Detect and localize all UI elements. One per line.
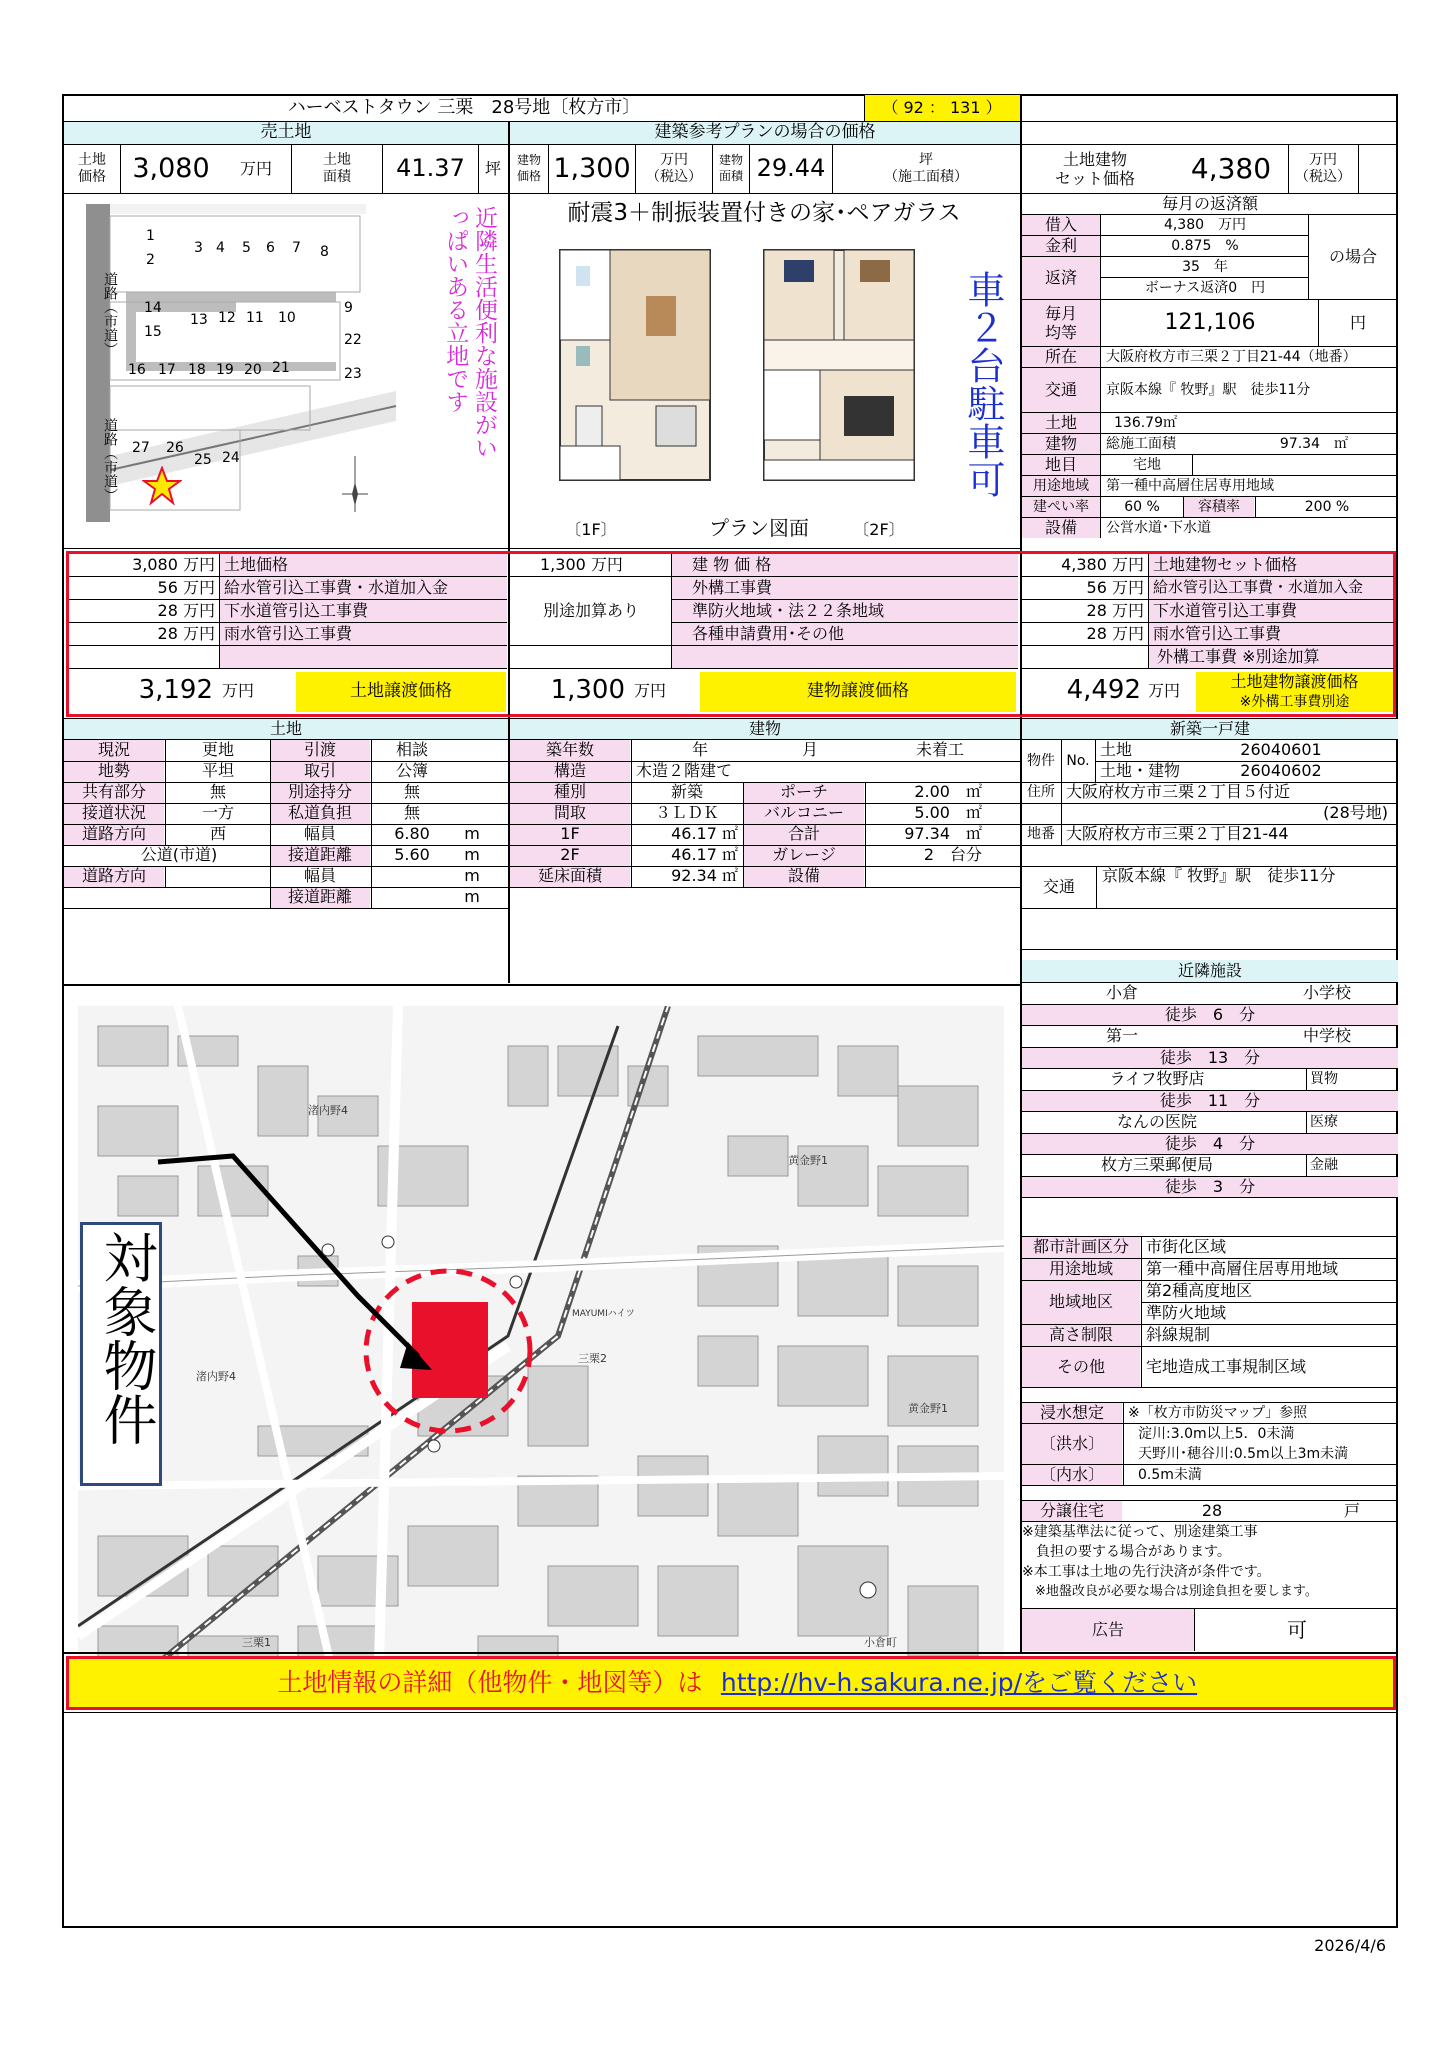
floor-1f-label: 〔1F〕 bbox=[565, 519, 617, 539]
rate-value: 0.875 % bbox=[1171, 237, 1239, 254]
type-label: 種別 bbox=[510, 782, 630, 803]
shido-label: 私道負担 bbox=[270, 803, 370, 824]
map-label: MAYUMIハイツ bbox=[572, 1309, 635, 1319]
f2-value: 46.17 ㎡ bbox=[671, 845, 738, 865]
land-total-value: 3,192 bbox=[138, 675, 213, 706]
flood-label: 浸水想定 bbox=[1022, 1403, 1122, 1423]
chiban-value: 大阪府枚方市三栗２丁目21-44 bbox=[1066, 824, 1289, 844]
bldg-cost-item: 建 物 価 格 bbox=[672, 554, 1018, 576]
note-line: ※本工事は土地の先行決済が条件です。 bbox=[1022, 1563, 1271, 1580]
nearby-walk: 徒歩 3 分 bbox=[1022, 1177, 1398, 1197]
plan-title: プラン図面 bbox=[709, 515, 809, 540]
land-cost-amount: 56 万円 bbox=[157, 577, 215, 597]
lot-label: 7 bbox=[292, 240, 301, 256]
land-area-unit: 坪 bbox=[484, 158, 501, 178]
road2-width-label: 幅員 bbox=[303, 866, 336, 886]
nh-traffic-value: 京阪本線『 牧野』駅 徒歩11分 bbox=[1102, 866, 1336, 886]
chiiki-value-2: 準防火地域 bbox=[1146, 1303, 1227, 1323]
lot-label: 27 bbox=[132, 440, 150, 456]
nearby-walk: 徒歩 6 分 bbox=[1022, 1005, 1398, 1025]
nearby-kind: 医療 bbox=[1310, 1114, 1338, 1131]
toshi-label: 都市計画区分 bbox=[1022, 1237, 1140, 1258]
torihiki-label: 取引 bbox=[270, 761, 370, 782]
map-label: 渚内野4 bbox=[196, 1370, 236, 1383]
other-label: その他 bbox=[1022, 1347, 1140, 1387]
set-cost-item: 土地建物セット価格 bbox=[1149, 554, 1393, 576]
set-price-label: 土地建物 セット価格 bbox=[1054, 149, 1135, 188]
set-price-unit: 万円 （税込） bbox=[1295, 152, 1351, 185]
bldg-total-value: 1,300 bbox=[550, 675, 625, 706]
set-total-unit: 万円 bbox=[1148, 680, 1181, 700]
shido-value: 無 bbox=[403, 803, 420, 823]
total-area-value: 97.34 ㎡ bbox=[904, 824, 982, 844]
term-value: 35 年 bbox=[1182, 258, 1228, 275]
plan-headline: 耐震3＋制振装置付きの家･ペアガラス bbox=[567, 199, 961, 226]
nearby-kind: 中学校 bbox=[1302, 1026, 1351, 1046]
lot-label: 17 bbox=[158, 362, 176, 378]
equip-label: 設備 bbox=[744, 866, 864, 887]
balcony-value: 5.00 ㎡ bbox=[914, 803, 982, 823]
lot-label: 25 bbox=[194, 452, 212, 468]
kozui-value-2: 天野川･穂谷川:0.5m以上3m未満 bbox=[1138, 1445, 1349, 1462]
genkyo-label: 現況 bbox=[64, 740, 164, 761]
naisui-label: 〔内水〕 bbox=[1022, 1465, 1122, 1485]
lot-label: 21 bbox=[272, 360, 290, 376]
chisei-label: 地勢 bbox=[64, 761, 164, 782]
traffic-value: 京阪本線『 牧野』駅 徒歩11分 bbox=[1106, 381, 1311, 398]
bldg-area-kind-r: 総施工面積 bbox=[1106, 435, 1176, 452]
floor-plan-1f bbox=[556, 246, 716, 486]
map-label: 渚内野4 bbox=[308, 1104, 348, 1117]
banner-prefix: 土地情報の詳細（他物件・地図等）は bbox=[277, 1667, 728, 1697]
nearby-walk: 徒歩 13 分 bbox=[1022, 1048, 1398, 1068]
genkyo-value: 更地 bbox=[201, 740, 234, 760]
torihiki-value: 公簿 bbox=[395, 761, 428, 781]
monthly-unit: 円 bbox=[1349, 312, 1366, 332]
garage-label: ガレージ bbox=[744, 845, 864, 866]
ad-value: 可 bbox=[1287, 1617, 1307, 1642]
kozui-label: 〔洪水〕 bbox=[1022, 1424, 1122, 1464]
set-cost-amount: 28 万円 bbox=[1086, 623, 1144, 643]
garage-value: 2 台分 bbox=[923, 845, 982, 865]
setsudo-label: 接道状況 bbox=[64, 803, 164, 824]
target-lot-star bbox=[142, 466, 182, 506]
set-no-label: 土地・建物 bbox=[1100, 761, 1181, 781]
bldg-total-unit: 万円 bbox=[634, 680, 667, 700]
lot-label: 2 bbox=[146, 252, 155, 268]
setsubi-value: 公営水道･下水道 bbox=[1106, 519, 1211, 536]
lot-label: 10 bbox=[278, 310, 296, 326]
footer-date: 2026/4/6 bbox=[1314, 1935, 1386, 1955]
lot-label: 13 bbox=[190, 312, 208, 328]
land-detail-header: 土地 bbox=[64, 719, 508, 739]
road1-length-value: 5.60 bbox=[394, 845, 430, 865]
address-value: 大阪府枚方市三栗２丁目21-44（地番） bbox=[1106, 348, 1357, 365]
road-label-upper: 道路（市道） bbox=[102, 272, 118, 356]
case-note: の場合 bbox=[1328, 246, 1377, 266]
bldg-cost-blank bbox=[672, 646, 1018, 668]
floor-area-label: 延床面積 bbox=[510, 866, 630, 887]
land-cost-item: 給水管引込工事費・水道加入金 bbox=[220, 577, 507, 599]
chimoku-label: 地目 bbox=[1022, 455, 1100, 475]
takasa-label: 高さ制限 bbox=[1022, 1325, 1140, 1346]
land-section-header: 売土地 bbox=[64, 122, 508, 144]
nh-traffic-label: 交通 bbox=[1042, 876, 1075, 896]
jusho-label: 住所 bbox=[1027, 784, 1055, 801]
map-label: 黄金野1 bbox=[788, 1154, 828, 1167]
bldg-cost-item: 準防火地域・法２２条地域 bbox=[672, 600, 1018, 622]
land-total-label: 土地譲渡価格 bbox=[296, 672, 506, 712]
road1-type: 公道(市道) bbox=[140, 845, 218, 865]
floor-area-value: 92.34 ㎡ bbox=[671, 866, 738, 886]
loan-label: 借入 bbox=[1022, 215, 1100, 235]
lot-label: 5 bbox=[242, 240, 251, 256]
bldg-area-value: 29.44 bbox=[756, 154, 826, 183]
map-label: 黄金野1 bbox=[908, 1402, 948, 1415]
map-label: 三栗2 bbox=[578, 1352, 607, 1365]
map-labels bbox=[78, 1006, 1004, 1696]
bldg-total-label: 建物譲渡価格 bbox=[700, 672, 1016, 712]
naisui-value: 0.5m未満 bbox=[1138, 1466, 1202, 1483]
land-area-label-r: 土地 bbox=[1022, 413, 1100, 433]
nearby-walk: 徒歩 11 分 bbox=[1022, 1091, 1398, 1111]
age-month: 月 bbox=[801, 740, 818, 760]
land-cost-item: 下水道管引込工事費 bbox=[220, 600, 507, 622]
kozui-value-1: 淀川:3.0m以上5．0未満 bbox=[1138, 1425, 1295, 1442]
set-total-label: 土地建物譲渡価格 bbox=[1230, 672, 1359, 691]
land-no-label: 土地 bbox=[1100, 740, 1133, 760]
bldg-cost-item: 外構工事費 bbox=[672, 577, 1018, 599]
floor-plan-2f bbox=[760, 246, 920, 486]
betto-label: 別途持分 bbox=[270, 782, 370, 803]
road2-length-label: 接道距離 bbox=[270, 887, 370, 908]
map-label: 三栗1 bbox=[242, 1636, 271, 1649]
other-value: 宅地造成工事規制区域 bbox=[1146, 1356, 1307, 1376]
bldg-area-unit: 坪 （施工面積） bbox=[884, 152, 968, 185]
bldg-area-label: 建物 面積 bbox=[718, 153, 743, 183]
kyoyu-value: 無 bbox=[209, 782, 226, 802]
property-title: ハーベストタウン 三栗 28号地〔枚方市〕 bbox=[287, 96, 641, 118]
monthly-label: 毎月 均等 bbox=[1022, 300, 1100, 346]
road2-width-unit: m bbox=[464, 866, 480, 886]
chisei-value: 平坦 bbox=[201, 761, 234, 781]
lot-label: 26 bbox=[166, 440, 184, 456]
kyoyu-label: 共有部分 bbox=[64, 782, 164, 803]
setsudo-value: 一方 bbox=[201, 803, 234, 823]
rate-label: 金利 bbox=[1022, 236, 1100, 256]
hikiwatashi-label: 引渡 bbox=[270, 740, 370, 761]
road1-length-label: 接道距離 bbox=[270, 845, 370, 866]
takasa-value: 斜線規制 bbox=[1146, 1325, 1211, 1345]
lot-label: 24 bbox=[222, 450, 240, 466]
bldg-area-label-r: 建物 bbox=[1022, 434, 1100, 454]
structure-label: 構造 bbox=[510, 761, 630, 782]
lot-label: 12 bbox=[218, 310, 236, 326]
banner-url-link[interactable]: http://hv-h.sakura.ne.jp/ bbox=[720, 1667, 1023, 1697]
bldg-cost-separate: 別途加算あり bbox=[542, 600, 639, 620]
road1-width-unit: m bbox=[464, 824, 480, 844]
land-cost-blank bbox=[220, 646, 507, 668]
land-cost-amount: 3,080 万円 bbox=[132, 554, 215, 574]
layout-value: ３ＬＤＫ bbox=[654, 803, 719, 823]
yoseki-label: 容積率 bbox=[1184, 497, 1254, 517]
bldg-price-label: 建物 価格 bbox=[516, 153, 541, 183]
bunjo-unit: 戸 bbox=[1343, 1501, 1360, 1520]
map-reference: （ 92 ： 131 ） bbox=[864, 95, 1020, 121]
road1-dir-value: 西 bbox=[209, 824, 226, 844]
toshi-value: 市街化区域 bbox=[1146, 1237, 1227, 1257]
bldg-detail-header: 建物 bbox=[510, 719, 1020, 739]
porch-value: 2.00 ㎡ bbox=[914, 782, 982, 802]
total-area-label: 合計 bbox=[744, 824, 864, 845]
age-year: 年 bbox=[691, 740, 708, 760]
bukken-label: 物件 bbox=[1027, 752, 1055, 769]
set-cost-item: 雨水管引込工事費 bbox=[1149, 623, 1393, 645]
land-cost-amount: 28 万円 bbox=[157, 623, 215, 643]
no-label: No. bbox=[1066, 752, 1090, 769]
chiban-label: 地番 bbox=[1027, 826, 1055, 843]
set-total-note: ※外構工事費別途 bbox=[1239, 693, 1350, 710]
road1-length-unit: m bbox=[464, 845, 480, 865]
website-banner-text bbox=[66, 1656, 1396, 1710]
set-cost-extra: 外構工事費 ※別途加算 bbox=[1149, 646, 1393, 668]
monthly-title: 毎月の返済額 bbox=[1161, 194, 1258, 213]
type-value: 新築 bbox=[670, 782, 703, 802]
north-arrow-icon bbox=[340, 454, 370, 514]
lot-label: 1 bbox=[146, 228, 155, 244]
land-price-unit: 万円 bbox=[239, 158, 272, 178]
nearby-name: なんの医院 bbox=[1116, 1112, 1197, 1132]
land-area-value: 41.37 bbox=[396, 154, 465, 183]
chiiki-value-1: 第2種高度地区 bbox=[1146, 1281, 1253, 1301]
bunjo-label: 分譲住宅 bbox=[1022, 1501, 1122, 1521]
road-label-lower: 道路（市道） bbox=[102, 418, 118, 502]
nearby-kind: 金融 bbox=[1310, 1157, 1338, 1174]
banner-suffix: をご覧ください bbox=[1022, 1667, 1198, 1697]
nearby-name: 小倉 bbox=[1105, 983, 1138, 1003]
set-price-value: 4,380 bbox=[1190, 151, 1272, 185]
f2-label: 2F bbox=[510, 845, 630, 866]
bldg-price-value: 1,300 bbox=[553, 153, 631, 185]
land-price-label: 土地 価格 bbox=[78, 152, 106, 185]
lot-label: 16 bbox=[128, 362, 146, 378]
new-house-header: 新築一戸建 bbox=[1022, 719, 1398, 739]
lot-label: 22 bbox=[344, 332, 362, 348]
nearby-kind: 小学校 bbox=[1302, 983, 1351, 1003]
location-note: 近隣生活便利な施設がいっぱいある立地です bbox=[442, 206, 497, 459]
f1-label: 1F bbox=[510, 824, 630, 845]
nearby-name: 枚方三栗郵便局 bbox=[1100, 1155, 1213, 1175]
floor-2f-label: 〔2F〕 bbox=[853, 519, 905, 539]
address-label: 所在 bbox=[1022, 347, 1100, 367]
set-cost-amount: 56 万円 bbox=[1086, 577, 1144, 597]
land-no-value: 26040601 bbox=[1240, 740, 1322, 760]
monthly-value: 121,106 bbox=[1164, 310, 1256, 336]
land-price-value: 3,080 bbox=[132, 153, 210, 185]
note-line: ※建築基準法に従って、別途建築工事 bbox=[1022, 1523, 1258, 1540]
porch-label: ポーチ bbox=[744, 782, 864, 803]
bldg-cost-item: 各種申請費用･その他 bbox=[672, 623, 1018, 645]
target-property-label: 対象物件 bbox=[95, 1230, 158, 1446]
set-cost-item: 給水管引込工事費・水道加入金 bbox=[1149, 577, 1393, 599]
traffic-label: 交通 bbox=[1022, 368, 1100, 412]
lot-label: 11 bbox=[246, 310, 264, 326]
construction-status: 未着工 bbox=[915, 740, 964, 760]
structure-value: 木造２階建て bbox=[636, 761, 733, 781]
kenpei-label: 建ぺい率 bbox=[1022, 497, 1100, 517]
bonus-value: ボーナス返済0 円 bbox=[1144, 279, 1266, 296]
lot-no: (28号地) bbox=[1323, 803, 1388, 823]
land-area-value-r: 136.79㎡ bbox=[1114, 414, 1177, 431]
plan-section-header: 建築参考プランの場合の価格 bbox=[510, 122, 1020, 144]
loan-value: 4,380 万円 bbox=[1163, 216, 1247, 233]
lot-label: 23 bbox=[344, 366, 362, 382]
balcony-label: バルコニー bbox=[744, 803, 864, 824]
lot-label: 14 bbox=[144, 300, 162, 316]
road2-length-unit: m bbox=[464, 887, 480, 907]
nearby-name: ライフ牧野店 bbox=[1109, 1069, 1205, 1089]
road1-dir-label: 道路方向 bbox=[64, 824, 164, 845]
lot-label: 4 bbox=[216, 240, 225, 256]
youto-value: 第一種中高層住居専用地域 bbox=[1146, 1259, 1339, 1279]
jusho-value: 大阪府枚方市三栗２丁目５付近 bbox=[1066, 782, 1291, 802]
betto-value: 無 bbox=[403, 782, 420, 802]
parking-note: 車２台駐車可 bbox=[961, 270, 1005, 498]
nearby-name: 第一 bbox=[1105, 1026, 1138, 1046]
lot-label: 8 bbox=[320, 244, 329, 260]
youto-label: 用途地域 bbox=[1022, 1259, 1140, 1280]
bldg-cost-amount: 1,300 万円 bbox=[540, 554, 623, 574]
lot-label: 9 bbox=[344, 300, 353, 316]
set-cost-amount: 4,380 万円 bbox=[1061, 554, 1144, 574]
set-total-value: 4,492 bbox=[1066, 675, 1141, 706]
lot-label: 3 bbox=[194, 240, 203, 256]
lot-label: 18 bbox=[188, 362, 206, 378]
land-area-label: 土地 面積 bbox=[323, 152, 351, 185]
chimoku-value: 宅地 bbox=[1133, 456, 1161, 473]
yoseki-value: 200 % bbox=[1304, 498, 1350, 515]
setsubi-label: 設備 bbox=[1022, 518, 1100, 538]
lot-label: 6 bbox=[266, 240, 275, 256]
note-line: 負担の要する場合があります。 bbox=[1022, 1543, 1231, 1560]
nearby-kind: 買物 bbox=[1310, 1071, 1338, 1088]
note-line: ※地盤改良が必要な場合は別途負担を要します。 bbox=[1022, 1583, 1318, 1599]
land-cost-item: 雨水管引込工事費 bbox=[220, 623, 507, 645]
hikiwatashi-value: 相談 bbox=[395, 740, 428, 760]
road1-width-label: 幅員 bbox=[303, 824, 336, 844]
land-total-unit: 万円 bbox=[222, 680, 255, 700]
nearby-walk: 徒歩 4 分 bbox=[1022, 1134, 1398, 1154]
set-cost-item: 下水道管引込工事費 bbox=[1149, 600, 1393, 622]
youto-label-r: 用途地域 bbox=[1022, 476, 1100, 496]
map-label: 小倉町 bbox=[864, 1636, 897, 1649]
bldg-area-value-r: 97.34 ㎡ bbox=[1279, 435, 1348, 452]
f1-value: 46.17 ㎡ bbox=[671, 824, 738, 844]
bunjo-value: 28 bbox=[1201, 1501, 1223, 1520]
lot-label: 15 bbox=[144, 324, 162, 340]
flood-ref: ※「枚方市防災マップ」参照 bbox=[1128, 1404, 1308, 1421]
set-no-value: 26040602 bbox=[1240, 761, 1322, 781]
youto-value-r: 第一種中高層住居専用地域 bbox=[1106, 477, 1274, 494]
set-cost-amount: 28 万円 bbox=[1086, 600, 1144, 620]
road2-dir-label: 道路方向 bbox=[64, 866, 164, 887]
lot-label: 20 bbox=[244, 362, 262, 378]
bldg-price-unit: 万円 （税込） bbox=[646, 152, 702, 185]
nearby-title: 近隣施設 bbox=[1022, 960, 1398, 982]
land-cost-amount: 28 万円 bbox=[157, 600, 215, 620]
land-cost-item: 土地価格 bbox=[220, 554, 507, 576]
chiiki-label: 地域地区 bbox=[1022, 1281, 1140, 1324]
lot-label: 19 bbox=[216, 362, 234, 378]
age-label: 築年数 bbox=[510, 740, 630, 761]
layout-label: 間取 bbox=[510, 803, 630, 824]
kenpei-value: 60 % bbox=[1124, 498, 1160, 515]
ad-label: 広告 bbox=[1022, 1609, 1194, 1651]
road1-width-value: 6.80 bbox=[394, 824, 430, 844]
term-label: 返済 bbox=[1022, 257, 1100, 299]
